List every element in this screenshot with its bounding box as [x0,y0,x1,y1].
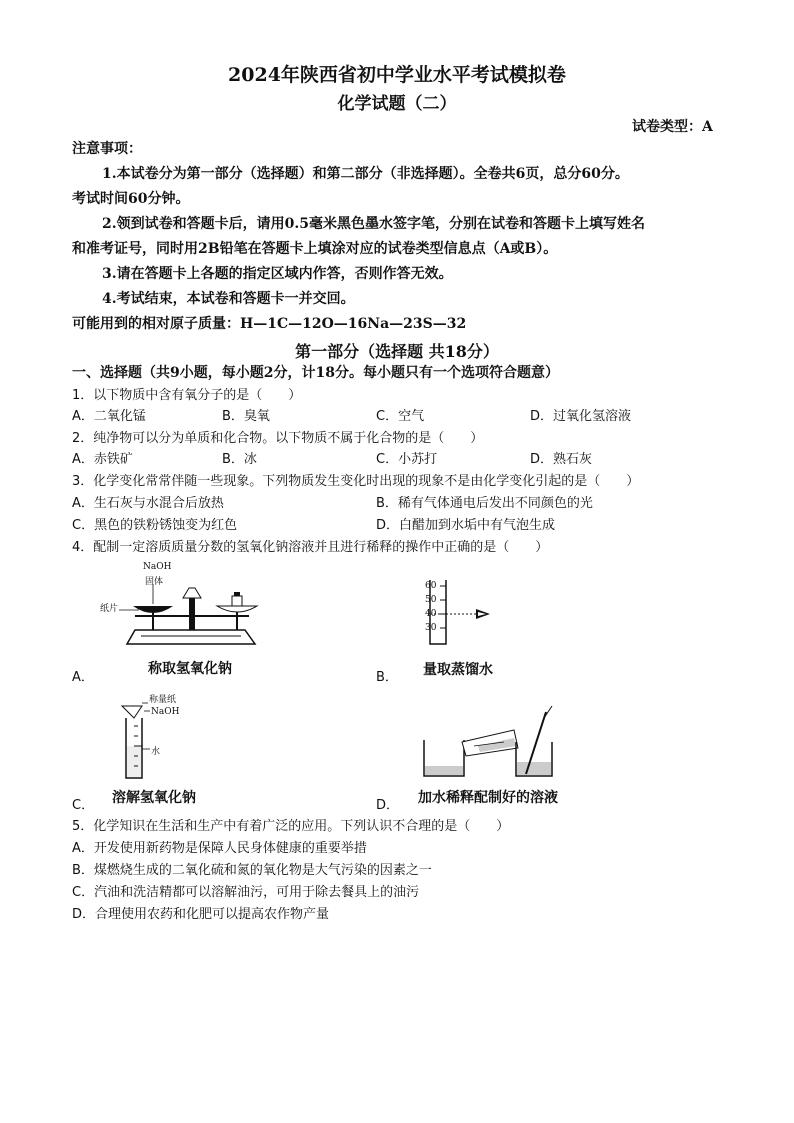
q5-option-a: A．开发使用新药物是保障人民身体健康的重要举措 [72,841,367,856]
q4-option-a: A． [72,670,94,685]
exam-subtitle: 化学试题（二） [337,94,457,114]
q4-caption-d: 加水稀释配制好的溶液 [418,790,558,806]
q1-option-a: A．二氧化锰 [72,409,146,424]
section-heading: 一、选择题（共9小题，每小题2分，计18分。每小题只有一个选项符合题意） [72,365,559,381]
q2-option-b: B．冰 [222,452,257,467]
notice-item-2-cont: 和准考证号，同时用2B铅笔在答题卡上填涂对应的试卷类型信息点（A或B）。 [72,241,558,257]
tick-30: 30 [425,623,437,633]
q4-caption-c: 溶解氢氧化钠 [112,790,196,806]
atomic-mass-line: 可能用到的相对原子质量：H—1C—12O—16Na—23S—32 [72,316,467,332]
label-naoh-2: NaOH [151,707,180,717]
notice-item-4: 4.考试结束，本试卷和答题卡一并交回。 [102,291,355,307]
q3-option-a: A．生石灰与水混合后放热 [72,496,224,511]
balance-figure [95,560,280,650]
label-solid: 固体 [145,577,164,587]
q3-option-d: D．白醋加到水垢中有气泡生成 [376,518,556,533]
notice-item-2: 2.领到试卷和答题卡后，请用0.5毫米黑色墨水签字笔，分别在试卷和答题卡上填写姓名 [102,216,645,232]
notice-item-1-cont: 考试时间60分钟。 [72,191,190,207]
notice-heading: 注意事项： [72,141,142,157]
q5-option-c: C．汽油和洗洁精都可以溶解油污，可用于除去餐具上的油污 [72,885,420,900]
q2-option-a: A．赤铁矿 [72,452,133,467]
notice-item-1: 1.本试卷分为第一部分（选择题）和第二部分（非选择题）。全卷共6页，总分60分。 [102,166,629,182]
dilution-figure [418,702,568,782]
tick-50: 50 [425,595,437,605]
tick-40: 40 [425,609,437,619]
exam-title: 2024年陕西省初中学业水平考试模拟卷 [228,64,566,86]
q2-stem: 2．纯净物可以分为单质和化合物。以下物质不属于化合物的是（ ） [72,431,484,446]
q3-option-b: B．稀有气体通电后发出不同颜色的光 [376,496,593,511]
label-water: 水 [151,747,161,757]
q4-option-b: B． [376,670,398,685]
paper-type: 试卷类型：A [632,119,713,135]
q4-caption-b: 量取蒸馏水 [423,662,493,678]
q2-option-c: C．小苏打 [376,452,438,467]
q4-stem: 4．配制一定溶质质量分数的氢氧化钠溶液并且进行稀释的操作中正确的是（ ） [72,540,549,555]
q5-option-d: D．合理使用农药和化肥可以提高农作物产量 [72,907,330,922]
q4-caption-a: 称取氢氧化钠 [148,661,232,677]
part1-heading: 第一部分（选择题 共18分） [295,342,499,361]
notice-item-3: 3.请在答题卡上各题的指定区域内作答，否则作答无效。 [102,266,453,282]
q1-option-b: B．臭氧 [222,409,270,424]
q3-stem: 3．化学变化常常伴随一些现象。下列物质发生变化时出现的现象不是由化学变化引起的是（ ） [72,474,640,489]
q3-option-c: C．黑色的铁粉锈蚀变为红色 [72,518,238,533]
q2-option-d: D．熟石灰 [530,452,593,467]
label-weigh-paper: 称量纸 [149,695,177,705]
q4-option-d: D． [376,798,400,813]
q1-option-d: D．过氧化氢溶液 [530,409,632,424]
label-paper: 纸片 [100,604,119,614]
q5-option-b: B．煤燃烧生成的二氧化硫和氮的氧化物是大气污染的因素之一 [72,863,432,878]
q5-stem: 5．化学知识在生活和生产中有着广泛的应用。下列认识不合理的是（ ） [72,819,510,834]
tick-60: 60 [425,581,437,591]
q1-stem: 1．以下物质中含有氧分子的是（ ） [72,388,302,403]
q1-option-c: C．空气 [376,409,425,424]
q4-option-c: C． [72,798,95,813]
label-naoh: NaOH [143,562,172,572]
